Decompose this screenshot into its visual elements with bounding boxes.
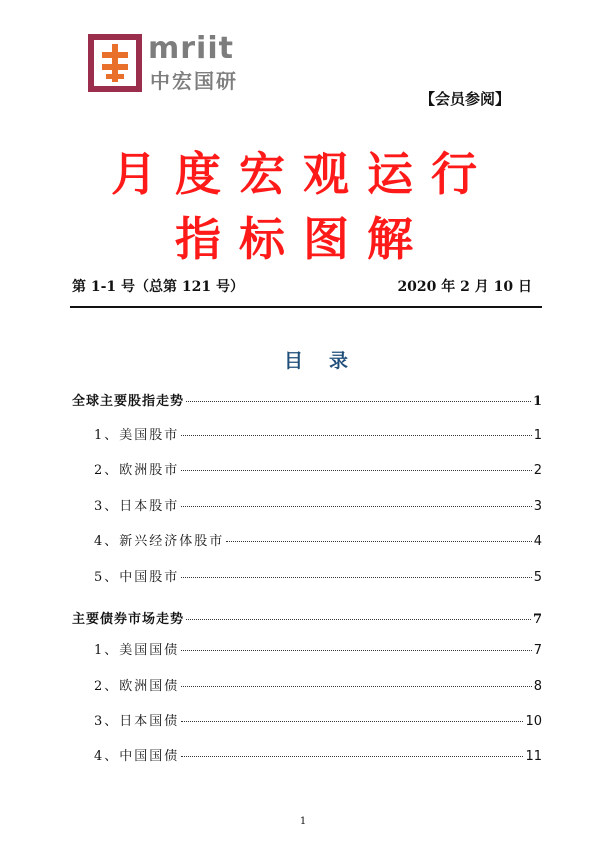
toc-entry-label: 1、美国国债: [94, 643, 180, 658]
toc-item-japan-stocks[interactable]: [72, 495, 542, 517]
toc-section-bond-markets[interactable]: [72, 608, 542, 630]
toc-entry-label: 3、日本股市: [94, 499, 180, 514]
toc-leader-dots: [181, 470, 531, 471]
toc-item-japan-bonds[interactable]: [72, 710, 542, 732]
toc-item-emerging-stocks[interactable]: [72, 530, 542, 552]
issue-number: 第 1-1 号（总第 121 号）: [72, 279, 245, 295]
logo-mark-icon: [88, 34, 142, 92]
toc-entry-page: 1: [532, 394, 542, 409]
logo-brand-en: mriit: [148, 31, 234, 66]
toc-entry-label: 5、中国股市: [94, 570, 180, 585]
toc-item-china-bonds[interactable]: [72, 745, 542, 767]
toc-entry-page: 1: [533, 428, 542, 443]
toc-entry-page: 7: [533, 643, 542, 658]
toc-entry-page: 2: [533, 463, 542, 478]
toc-leader-dots: [181, 721, 523, 722]
toc-entry-page: 5: [533, 570, 542, 585]
toc-entry-page: 4: [533, 534, 542, 549]
member-badge: 【会员参阅】: [420, 90, 511, 108]
toc-leader-dots: [181, 577, 531, 578]
toc-entry-label: 2、欧洲国债: [94, 679, 180, 694]
toc-entry-page: 10: [525, 714, 542, 729]
toc-entry-page: 11: [525, 749, 542, 764]
toc-entry-label: 主要债券市场走势: [72, 612, 185, 627]
toc-entry-label: 4、新兴经济体股市: [94, 534, 225, 549]
toc-leader-dots: [186, 401, 531, 402]
toc-heading: 目录: [283, 350, 374, 372]
logo-brand-cn: 中宏国研: [150, 69, 238, 93]
toc-item-us-stocks[interactable]: [72, 424, 542, 446]
toc-entry-label: 4、中国国债: [94, 749, 180, 764]
report-title-line2: 指标图解: [175, 212, 431, 266]
toc-leader-dots: [181, 435, 531, 436]
toc-entry-label: 3、日本国债: [94, 714, 180, 729]
toc-entry-label: 2、欧洲股市: [94, 463, 180, 478]
toc-section-global-stocks[interactable]: [72, 390, 542, 412]
toc-item-us-bonds[interactable]: [72, 639, 542, 661]
toc-leader-dots: [181, 650, 531, 651]
toc-leader-dots: [181, 506, 531, 507]
toc-leader-dots: [181, 686, 531, 687]
toc-leader-dots: [226, 541, 531, 542]
page-number: 1: [299, 816, 307, 827]
toc-leader-dots: [181, 756, 523, 757]
toc-item-europe-stocks[interactable]: [72, 459, 542, 481]
toc-item-europe-bonds[interactable]: [72, 675, 542, 697]
toc-entry-label: 1、美国股市: [94, 428, 180, 443]
header-divider: [70, 306, 542, 308]
toc-entry-page: 3: [533, 499, 542, 514]
toc-item-china-stocks[interactable]: [72, 566, 542, 588]
issue-date: 2020 年 2 月 10 日: [397, 279, 532, 295]
toc-entry-page: 7: [532, 612, 542, 627]
mriit-logo: [88, 28, 258, 98]
toc-entry-label: 全球主要股指走势: [72, 394, 185, 409]
toc-entry-page: 8: [533, 679, 542, 694]
report-title-line1: 月度宏观运行: [111, 147, 495, 201]
toc-leader-dots: [186, 619, 531, 620]
